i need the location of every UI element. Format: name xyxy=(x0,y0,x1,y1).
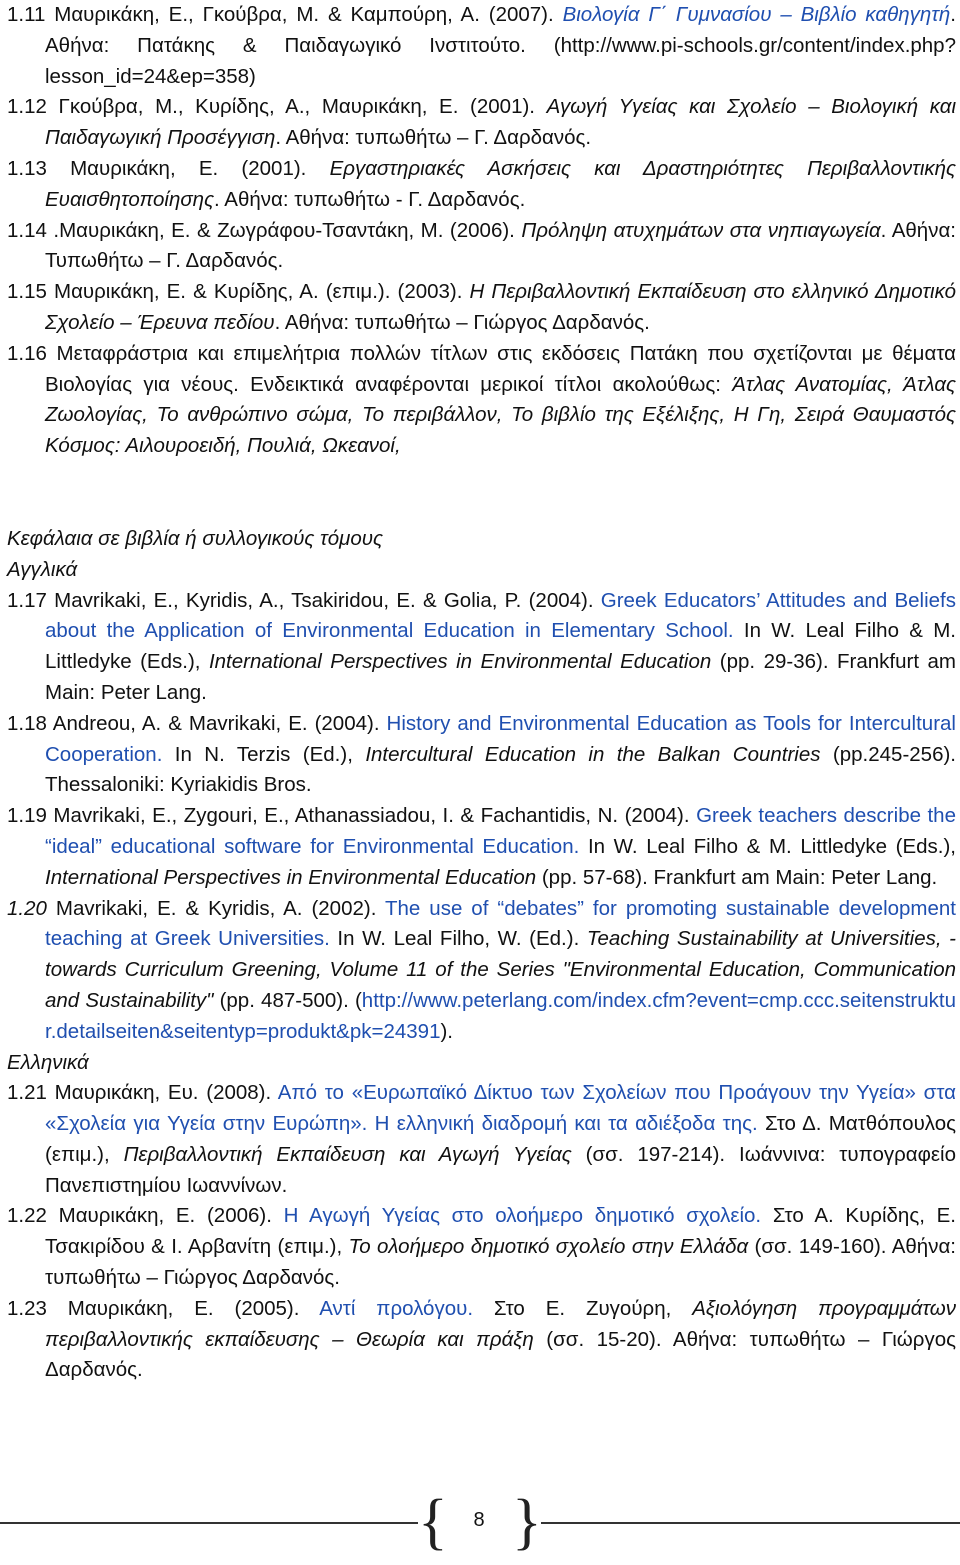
reference-title: Η Περιβαλλοντική Εκπαίδευση στο ελληνικό Δημοτικό Σχολείο – Έρευνα πεδίου xyxy=(45,280,956,334)
reference-title-link[interactable]: Greek Educators’ Attitudes and Beliefs about the Application of Environmental Education in Elementary School. xyxy=(45,588,956,643)
reference-authors: Μαυρικάκη, Ε. (2005). xyxy=(46,1296,320,1320)
reference-1-13 xyxy=(7,154,956,216)
reference-number: 1.17 xyxy=(7,588,47,612)
reference-book-title: International Perspectives in Environmental Education xyxy=(45,865,537,889)
page-footer xyxy=(0,1482,960,1562)
reference-publisher: . Αθήνα: Πατάκης & Παιδαγωγικό Ινστιτούτο. (http://www.pi-schools.gr/content/index.php?lesson_id=24&ep=358) xyxy=(45,3,956,88)
right-brace-icon: } xyxy=(512,1488,542,1556)
reference-title-link[interactable]: Αντί προλόγου. xyxy=(319,1296,474,1320)
reference-editors: In W. Leal Filho & M. Littledyke (Eds.), xyxy=(579,834,956,858)
reference-authors: Μαυρικάκη, Ε. & Κυρίδης, Α. (επιμ.). (2003). xyxy=(46,280,470,304)
reference-title-link[interactable]: Η Αγωγή Υγείας στο ολοήμερο δημοτικό σχολείο. xyxy=(283,1204,762,1228)
reference-1-15 xyxy=(7,277,956,339)
reference-editors: Στο Α. Κυρίδης, Ε. Τσακιρίδου & Ι. Αρβανίτη (επιμ.), xyxy=(45,1204,956,1259)
reference-book-title: Intercultural Education in the Balkan Countries xyxy=(365,742,821,766)
reference-number: 1.18 xyxy=(7,711,47,735)
reference-pages: (pp. 487-500). ( xyxy=(213,988,362,1012)
reference-pages: (σσ. 149-160). Αθήνα: τυπωθήτω – Γιώργος Δαρδανός. xyxy=(45,1235,957,1290)
reference-number: 1.22 xyxy=(7,1204,47,1228)
reference-authors: Andreou, A. & Mavrikaki, E. (2004). xyxy=(46,711,387,735)
section-gap xyxy=(7,462,956,524)
reference-editors: Στο Ε. Ζυγούρη, xyxy=(473,1296,693,1320)
section-heading-chapters: Κεφάλαια σε βιβλία ή συλλογικούς τόμους xyxy=(7,526,383,550)
reference-editors: In W. Leal Filho, W. (Ed.). xyxy=(329,927,587,951)
reference-pages: (σσ. 197-214). Ιωάννινα: τυπογραφείο Πανεπιστημίου Ιωαννίνων. xyxy=(45,1142,956,1197)
reference-editors: Στο Δ. Ματθόπουλος (επιμ.), xyxy=(45,1112,956,1166)
reference-1-23 xyxy=(7,1294,956,1386)
reference-authors: Mavrikaki, E. & Kyridis, A. (2002). xyxy=(46,896,385,920)
reference-book-title: Περιβαλλοντική Εκπαίδευση και Αγωγή Υγείας xyxy=(123,1142,572,1166)
reference-title: Αγωγή Υγείας και Σχολείο – Βιολογική και Παιδαγωγική Προσέγγιση xyxy=(45,95,956,150)
reference-pages: (σσ. 15-20). Αθήνα: τυπωθήτω – Γιώργος Δαρδανός. xyxy=(45,1327,957,1382)
reference-authors: Mavrikaki, E., Zygouri, E., Athanassiadou, I. & Fachantidis, N. (2004). xyxy=(46,804,697,828)
reference-authors: Μαυρικάκη, Ε., Γκούβρα, Μ. & Καμπούρη, Α. (2007). xyxy=(45,3,563,26)
reference-book-title: International Perspectives in Environmental Education xyxy=(208,650,712,674)
footer-rule-left xyxy=(0,1522,418,1524)
reference-book-title: Το ολοήμερο δημοτικό σχολείο στην Ελλάδα xyxy=(348,1235,749,1259)
reference-title-link[interactable]: History and Environmental Education as Tools for Intercultural Cooperation. xyxy=(45,711,956,766)
reference-1-21 xyxy=(7,1078,956,1201)
footer-rule-right xyxy=(541,1522,960,1524)
reference-authors: Μαυρικάκη, Ε. (2001). xyxy=(46,156,330,180)
reference-book-title: Teaching Sustainability at Universities, - towards Curriculum Greening, Volume 11 of the Series "Environmental Education, Communication and Sustainability" xyxy=(45,927,956,1012)
reference-title: Πρόληψη ατυχημάτων στα νηπιαγωγεία xyxy=(521,218,881,242)
reference-authors: Mavrikaki, E., Kyridis, A., Tsakiridou, E. & Golia, P. (2004). xyxy=(46,588,601,612)
reference-1-22 xyxy=(7,1201,956,1293)
reference-publisher: . Αθήνα: τυπωθήτω – Γ. Δαρδανός. xyxy=(275,126,592,150)
reference-number: 1.15 xyxy=(7,280,47,304)
reference-authors: Μαυρικάκη, Ε. (2006). xyxy=(46,1204,284,1228)
reference-book-title: Αξιολόγηση προγραμμάτων περιβαλλοντικής εκπαίδευσης – Θεωρία και πράξη xyxy=(45,1296,957,1351)
reference-number: 1.13 xyxy=(7,156,47,180)
reference-title-link[interactable]: Greek teachers describe the “ideal” educational software for Environmental Education. xyxy=(45,804,956,858)
reference-1-11 xyxy=(7,0,956,92)
reference-publisher: . Αθήνα: Τυπωθήτω – Γ. Δαρδανός. xyxy=(45,218,956,273)
reference-authors: Γκούβρα, Μ., Κυρίδης, Α., Μαυρικάκη, Ε. (2001). xyxy=(46,95,547,119)
reference-1-18 xyxy=(7,709,956,801)
reference-number: 1.14 xyxy=(7,218,47,242)
reference-1-17 xyxy=(7,586,956,709)
reference-editors: In N. Terzis (Ed.), xyxy=(162,742,366,766)
reference-publisher: . Αθήνα: τυπωθήτω – Γιώργος Δαρδανός. xyxy=(274,310,650,334)
reference-number: 1.19 xyxy=(7,804,47,828)
reference-title: Εργαστηριακές Ασκήσεις και Δραστηριότητες Περιβαλλοντικής Ευαισθητοποίησης xyxy=(45,156,956,211)
left-brace-icon: { xyxy=(418,1488,448,1556)
reference-pages: (pp. 57-68). Frankfurt am Main: Peter Lang. xyxy=(536,865,938,889)
reference-1-14 xyxy=(7,216,956,278)
subsection-heading-greek: Ελληνικά xyxy=(7,1050,89,1074)
subsection-heading-english: Αγγλικά xyxy=(7,557,78,581)
reference-1-19 xyxy=(7,801,956,893)
reference-title-link[interactable]: Από το «Ευρωπαϊκό Δίκτυο των Σχολείων που Προάγουν την Υγεία» στα «Σχολεία για Υγεία στην Ευρώπη». Η ελληνική διαδρομή και τα αδιέξοδα της. xyxy=(45,1081,956,1136)
reference-title-link[interactable]: Βιολογία Γ΄ Γυμνασίου – Βιβλίο καθηγητή xyxy=(562,3,951,26)
reference-title-list: Άτλας Ανατομίας, Άτλας Ζωολογίας, Το ανθρώπινο σώμα, Το περιβάλλον, Το βιβλίο της Εξέλιξης, Η Γη, Σειρά Θαυμαστός Κόσμος: Αιλουροειδή, Πουλιά, Ωκεανοί, xyxy=(45,372,956,458)
reference-number: 1.20 xyxy=(7,896,47,920)
reference-url-close: ). xyxy=(440,1019,454,1043)
reference-description: Μεταφράστρια και επιμελήτρια πολλών τίτλων στις εκδόσεις Πατάκη που σχετίζονται με θέματα Βιολογίας για νέους. Ενδεικτικά αναφέρονται μερικοί τίτλοι ακολούθως: xyxy=(45,341,956,396)
reference-pages: (pp. 29-36). Frankfurt am Main: Peter Lang. xyxy=(45,650,956,704)
reference-number: 1.23 xyxy=(7,1296,47,1320)
reference-number: 1.12 xyxy=(7,95,47,119)
reference-1-12 xyxy=(7,92,956,154)
reference-1-20 xyxy=(7,894,956,1048)
reference-1-16 xyxy=(7,339,956,462)
reference-number: 1.21 xyxy=(7,1081,47,1105)
reference-editors: In W. Leal Filho & M. Littledyke (Eds.), xyxy=(45,619,956,674)
reference-url-link[interactable]: http://www.peterlang.com/index.cfm?event=cmp.ccc.seitenstruktur.detailseiten&seitentyp=produkt&pk=24391 xyxy=(45,988,956,1043)
reference-title-link[interactable]: The use of “debates” for promoting sustainable development teaching at Greek Universities. xyxy=(45,896,957,951)
reference-number: 1.11 xyxy=(7,3,46,26)
reference-pages: (pp.245-256). Thessaloniki: Kyriakidis Bros. xyxy=(45,742,957,797)
page-number: 8 xyxy=(473,1509,485,1531)
reference-publisher: . Αθήνα: τυπωθήτω - Γ. Δαρδανός. xyxy=(214,187,526,211)
reference-authors: .Μαυρικάκη, Ε. & Ζωγράφου-Τσαντάκη, Μ. (2006). xyxy=(46,218,522,242)
reference-number: 1.16 xyxy=(7,341,47,365)
document-page xyxy=(7,0,956,1386)
reference-authors: Μαυρικάκη, Ευ. (2008). xyxy=(46,1081,278,1105)
